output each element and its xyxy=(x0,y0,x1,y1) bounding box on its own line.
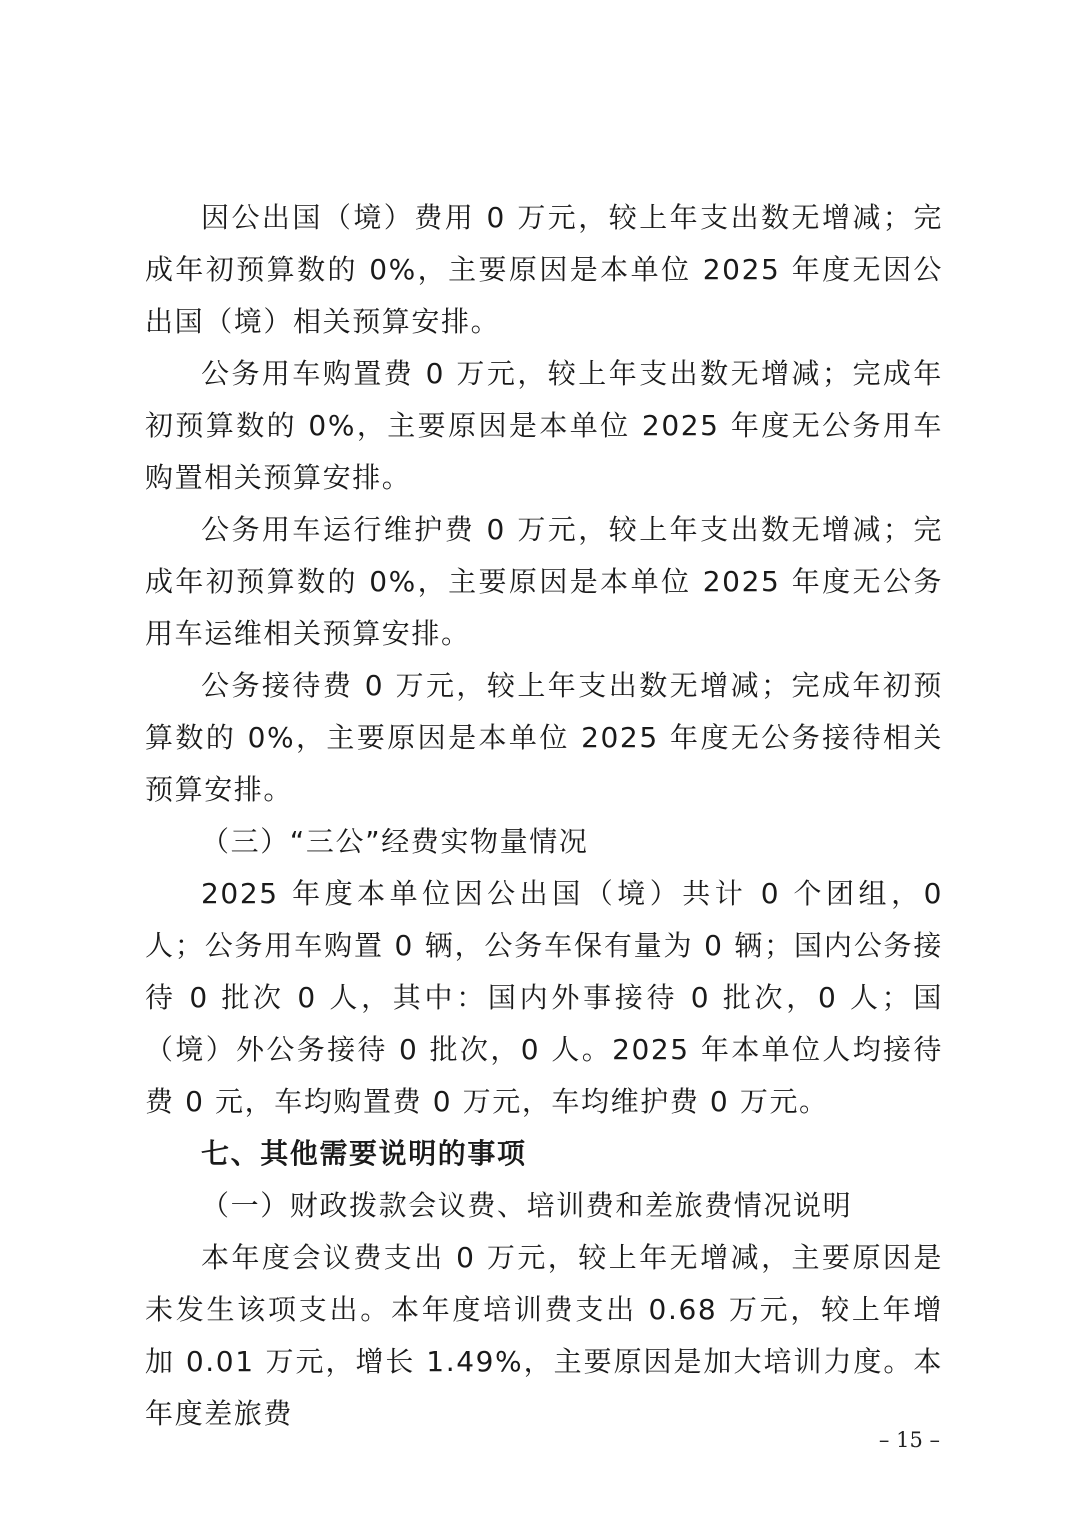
document-body xyxy=(145,192,943,1440)
paragraph-vehicle-maintenance: 公务用车运行维护费 0 万元，较上年支出数无增减；完成年初预算数的 0%，主要原因是本单位 2025 年度无公务用车运维相关预算安排。 xyxy=(145,513,943,650)
paragraph-overseas-travel: 因公出国（境）费用 0 万元，较上年支出数无增减；完成年初预算数的 0%，主要原因是本单位 2025 年度无因公出国（境）相关预算安排。 xyxy=(145,201,943,338)
section-heading-other-matters: 七、其他需要说明的事项 xyxy=(201,1137,527,1170)
paragraph-meeting-training-travel: 本年度会议费支出 0 万元，较上年无增减，主要原因是未发生该项支出。本年度培训费支出 0.68 万元，较上年增加 0.01 万元，增长 1.49%，主要原因是加大培训力度。本年度差旅费 xyxy=(145,1241,943,1430)
paragraph-vehicle-purchase: 公务用车购置费 0 万元，较上年支出数无增减；完成年初预算数的 0%，主要原因是本单位 2025 年度无公务用车购置相关预算安排。 xyxy=(145,357,943,494)
paragraph-official-reception: 公务接待费 0 万元，较上年支出数无增减；完成年初预算数的 0%，主要原因是本单位 2025 年度无公务接待相关预算安排。 xyxy=(145,669,943,806)
section-heading-three-public-quantity: （三）“三公”经费实物量情况 xyxy=(201,825,589,858)
page-number: – 15 – xyxy=(878,1428,940,1452)
subsection-heading-meeting-training-travel: （一）财政拨款会议费、培训费和差旅费情况说明 xyxy=(201,1189,853,1222)
paragraph-physical-quantity: 2025 年度本单位因公出国（境）共计 0 个团组，0 人；公务用车购置 0 辆，公务车保有量为 0 辆；国内公务接待 0 批次 0 人，其中：国内外事接待 0 批次，0 人；国（境）外公务接待 0 批次，0 人。2025 年本单位人均接待费 0 元，车均购置费 0 万元，车均维护费 0 万元。 xyxy=(145,877,943,1118)
